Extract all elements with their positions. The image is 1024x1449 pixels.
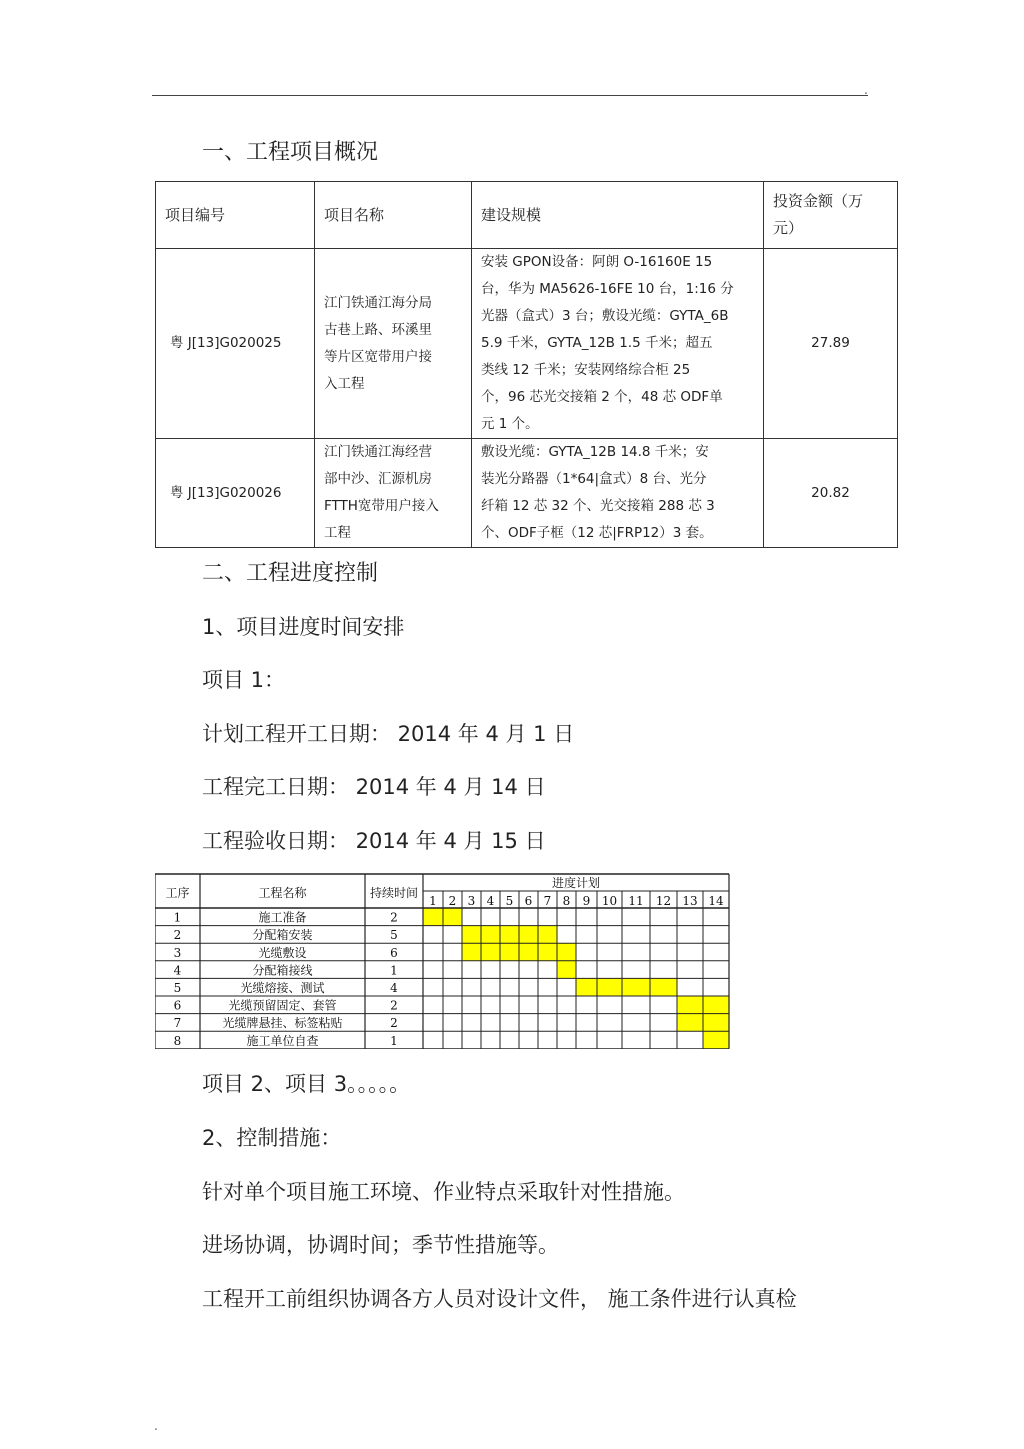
project-name-line: 入工程: [324, 375, 365, 392]
project-scale-line: 台，华为 MA5626-16FE 10 台，1:16 分: [481, 281, 734, 297]
corner-mark-bottom: .: [154, 1419, 158, 1433]
section2-title: 二、工程进度控制: [202, 561, 379, 586]
gantt-task-duration: 4: [390, 981, 398, 995]
gantt-task-seq: 4: [173, 963, 182, 978]
project-code: 粤 J[13]G020026: [156, 439, 315, 548]
gantt-header-duration: 持续时间: [369, 886, 419, 900]
gantt-task-duration: 2: [390, 1016, 398, 1031]
project-name-line: 等片区宽带用户接: [324, 348, 432, 365]
gantt-day-label: 9: [582, 894, 591, 908]
header-code: 项目编号: [156, 182, 315, 249]
gantt-chart: [155, 872, 737, 1049]
gantt-task-seq: 6: [173, 998, 182, 1013]
gantt-task-name: 光缆预留固定、套管: [228, 998, 337, 1013]
project-name-line: 部中沙、汇源机房: [324, 471, 432, 487]
project-scale-line: 个、ODF子框（12 芯|FRP12）3 套。: [481, 525, 713, 541]
table-header-row: [156, 182, 898, 249]
gantt-day-label: 5: [505, 894, 514, 908]
gantt-task-seq: 5: [173, 981, 182, 995]
gantt-task-duration: 1: [390, 963, 398, 978]
measure-text-3: 工程开工前组织协调各方人员对设计文件， 施工条件进行认真检: [202, 1287, 797, 1311]
gantt-task-name: 光缆熔接、测试: [240, 981, 325, 995]
project-scale-line: 安装 GPON设备：阿朗 O-16160E 15: [481, 254, 713, 270]
gantt-task-seq: 3: [173, 945, 182, 960]
header-amount-line: 元）: [773, 219, 804, 237]
gantt-task-name: 分配箱安装: [252, 928, 313, 943]
project-scale: [472, 249, 764, 439]
table-row: [156, 249, 898, 439]
gantt-task-duration: 1: [390, 1033, 398, 1048]
project-name: [315, 249, 472, 439]
project-code: 粤 J[13]G020025: [156, 249, 315, 439]
gantt-header-seq: 工序: [165, 886, 190, 900]
project-scale: [472, 439, 764, 548]
project-scale-line: 光器（盒式）3 台；敷设光缆：GYTA_6B: [481, 308, 729, 324]
gantt-task-name: 施工单位自查: [246, 1033, 319, 1048]
project-scale-line: 类线 12 千米；安装网络综合柜 25: [481, 362, 691, 378]
project-scale-line: 装光分路器（1*64|盒式）8 台、光分: [481, 471, 707, 487]
gantt-day-label: 1: [429, 894, 437, 908]
project-name-line: 江门铁通江海分局: [324, 294, 432, 311]
gantt-task-name: 施工准备: [258, 910, 307, 925]
header-scale: 建设规模: [472, 182, 764, 249]
project-amount: 27.89: [764, 249, 898, 439]
gantt-day-label: 13: [682, 894, 698, 908]
gantt-bar: [557, 961, 576, 979]
gantt-task-seq: 1: [173, 910, 182, 925]
gantt-day-label: 8: [562, 894, 571, 908]
more-projects: 项目 2、项目 3。。。。。: [202, 1072, 411, 1096]
gantt-day-label: 3: [467, 894, 476, 908]
project-name-line: 古巷上路、环溪里: [324, 321, 432, 338]
gantt-header-plan: 进度计划: [551, 876, 601, 890]
section1-title: 一、工程项目概况: [202, 140, 379, 165]
gantt-task-seq: 8: [173, 1033, 182, 1048]
gantt-day-label: 11: [628, 894, 644, 908]
project-table: [155, 181, 898, 548]
measures-subtitle: 2、控制措施：: [202, 1126, 342, 1150]
schedule-subtitle: 1、项目进度时间安排: [202, 615, 405, 639]
gantt-day-label: 2: [448, 894, 457, 908]
header-amount: [764, 182, 898, 249]
corner-mark-top: .: [864, 83, 868, 97]
gantt-day-label: 10: [601, 894, 618, 908]
header-rule: [152, 95, 868, 96]
table-row: [156, 439, 898, 548]
gantt-task-duration: 5: [390, 928, 398, 943]
gantt-bar: [703, 1031, 729, 1049]
gantt-day-label: 6: [524, 894, 533, 908]
project-scale-line: 元 1 个。: [481, 416, 539, 432]
gantt-day-label: 4: [486, 894, 495, 908]
gantt-bar: [462, 926, 557, 944]
gantt-task-seq: 7: [173, 1016, 182, 1031]
gantt-task-duration: 6: [390, 945, 398, 960]
gantt-day-label: 12: [655, 894, 672, 908]
project-name-line: FTTH宽带用户接入: [324, 498, 439, 514]
start-date: 计划工程开工日期： 2014 年 4 月 1 日: [202, 722, 575, 746]
gantt-task-duration: 2: [390, 998, 398, 1013]
measure-text-2: 进场协调，协调时间；季节性措施等。: [202, 1233, 559, 1257]
gantt-bar: [576, 978, 677, 996]
project-scale-line: 敷设光缆：GYTA_12B 14.8 千米；安: [481, 444, 709, 460]
gantt-task-name: 分配箱接线: [252, 963, 313, 978]
gantt-day-label: 14: [708, 894, 724, 908]
gantt-task-seq: 2: [173, 928, 182, 943]
gantt-task-duration: 2: [390, 910, 398, 925]
project-name-line: 江门铁通江海经营: [324, 444, 432, 460]
header-amount-line: 投资金额（万: [773, 192, 864, 210]
measure-text-1: 针对单个项目施工环境、作业特点采取针对性措施。: [202, 1180, 685, 1204]
end-date: 工程完工日期： 2014 年 4 月 14 日: [202, 775, 546, 799]
project-scale-line: 5.9 千米，GYTA_12B 1.5 千米；超五: [481, 335, 713, 351]
gantt-task-name: 光缆敷设: [258, 945, 307, 960]
project1-label: 项目 1：: [202, 668, 286, 692]
project-name-line: 工程: [324, 525, 351, 541]
header-name: 项目名称: [315, 182, 472, 249]
gantt-svg: [155, 872, 737, 1049]
acceptance-date: 工程验收日期： 2014 年 4 月 15 日: [202, 829, 546, 853]
gantt-header-name: 工程名称: [258, 886, 307, 900]
project-scale-line: 纤箱 12 芯 32 个、光交接箱 288 芯 3: [481, 498, 715, 514]
project-amount: 20.82: [764, 439, 898, 548]
project-scale-line: 个，96 芯光交接箱 2 个，48 芯 ODF单: [481, 389, 723, 405]
gantt-day-label: 7: [543, 894, 552, 908]
project-name: [315, 439, 472, 548]
gantt-task-name: 光缆牌悬挂、标签粘贴: [222, 1016, 343, 1031]
